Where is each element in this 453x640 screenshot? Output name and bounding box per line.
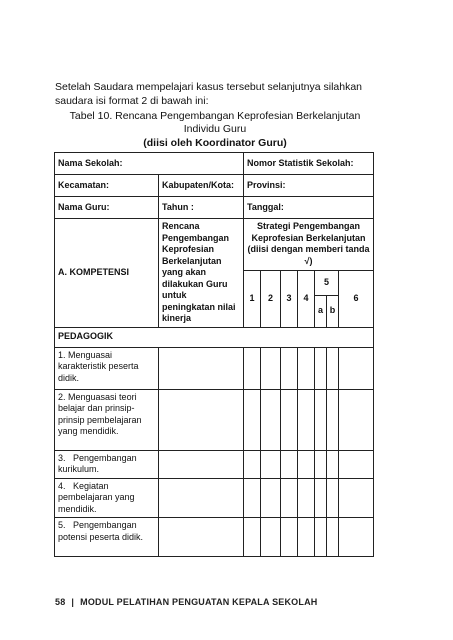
field-kabupaten[interactable]: Kabupaten/Kota: xyxy=(159,175,244,197)
item-label: 3. Pengembangan kurikulum. xyxy=(55,450,159,478)
field-nama-guru[interactable]: Nama Guru: xyxy=(55,197,159,219)
checkbox-cell[interactable] xyxy=(244,450,261,478)
checkbox-cell[interactable] xyxy=(261,347,281,389)
field-nama-sekolah[interactable]: Nama Sekolah: xyxy=(55,153,244,175)
checkbox-cell[interactable] xyxy=(298,347,315,389)
item-label: 1. Menguasai karakteristik peserta didik. xyxy=(55,347,159,389)
header-kompetensi: A. KOMPETENSI xyxy=(55,219,159,328)
table-row xyxy=(55,389,374,450)
checkbox-cell[interactable] xyxy=(339,450,374,478)
checkbox-cell[interactable] xyxy=(281,347,298,389)
field-provinsi[interactable]: Provinsi: xyxy=(244,175,374,197)
checkbox-cell[interactable] xyxy=(327,389,339,450)
item-label: 4. Kegiatan pembelajaran yang mendidik. xyxy=(55,478,159,518)
cell-rencana[interactable] xyxy=(159,518,244,557)
section-pedagogik: PEDAGOGIK xyxy=(55,327,374,347)
checkbox-cell[interactable] xyxy=(261,518,281,557)
item-label: 2. Menguasasi teori belajar dan prinsip-prinsip pembelajaran yang mendidik. xyxy=(55,389,159,450)
checkbox-cell[interactable] xyxy=(315,347,327,389)
checkbox-cell[interactable] xyxy=(261,389,281,450)
rpkb-table xyxy=(54,152,374,557)
page-footer xyxy=(55,597,317,607)
header-col-4: 4 xyxy=(298,271,315,328)
table-caption: Tabel 10. Rencana Pengembangan Keprofesian Berkelanjutan Individu Guru xyxy=(69,110,361,135)
field-tahun[interactable]: Tahun : xyxy=(159,197,244,219)
footer-separator: | xyxy=(71,597,75,607)
cell-rencana[interactable] xyxy=(159,478,244,518)
checkbox-cell[interactable] xyxy=(327,347,339,389)
checkbox-cell[interactable] xyxy=(298,518,315,557)
checkbox-cell[interactable] xyxy=(298,389,315,450)
table-subcaption: (diisi oleh Koordinator Guru) xyxy=(143,137,287,149)
table-row xyxy=(55,478,374,518)
cell-rencana[interactable] xyxy=(159,347,244,389)
intro-paragraph: Setelah Saudara mempelajari kasus tersebut selanjutnya silahkan saudara isi format 2 di bawah ini: xyxy=(55,81,363,107)
header-col-1: 1 xyxy=(244,271,261,328)
checkbox-cell[interactable] xyxy=(327,478,339,518)
footer-title: MODUL PELATIHAN PENGUATAN KEPALA SEKOLAH xyxy=(80,597,318,607)
header-col-5a: a xyxy=(315,295,327,327)
checkbox-cell[interactable] xyxy=(315,478,327,518)
checkbox-cell[interactable] xyxy=(261,450,281,478)
checkbox-cell[interactable] xyxy=(281,518,298,557)
checkbox-cell[interactable] xyxy=(244,478,261,518)
header-col-6: 6 xyxy=(339,271,374,328)
checkbox-cell[interactable] xyxy=(339,347,374,389)
field-kecamatan[interactable]: Kecamatan: xyxy=(55,175,159,197)
header-col-5b: b xyxy=(327,295,339,327)
checkbox-cell[interactable] xyxy=(327,450,339,478)
checkbox-cell[interactable] xyxy=(261,478,281,518)
checkbox-cell[interactable] xyxy=(244,347,261,389)
cell-rencana[interactable] xyxy=(159,450,244,478)
checkbox-cell[interactable] xyxy=(339,389,374,450)
checkbox-cell[interactable] xyxy=(339,478,374,518)
checkbox-cell[interactable] xyxy=(339,518,374,557)
checkbox-cell[interactable] xyxy=(315,450,327,478)
item-label: 5. Pengembangan potensi peserta didik. xyxy=(55,518,159,557)
checkbox-cell[interactable] xyxy=(281,478,298,518)
checkbox-cell[interactable] xyxy=(298,450,315,478)
header-col-5: 5 xyxy=(315,271,339,296)
table-row xyxy=(55,518,374,557)
table-row xyxy=(55,450,374,478)
cell-rencana[interactable] xyxy=(159,389,244,450)
checkbox-cell[interactable] xyxy=(327,518,339,557)
checkbox-cell[interactable] xyxy=(244,518,261,557)
header-rencana: Rencana Pengembangan Keprofesian Berkelanjutan yang akan dilakukan Guru untuk peningkatan nilai kinerja xyxy=(159,219,244,328)
checkbox-cell[interactable] xyxy=(315,389,327,450)
checkbox-cell[interactable] xyxy=(281,389,298,450)
checkbox-cell[interactable] xyxy=(315,518,327,557)
checkbox-cell[interactable] xyxy=(281,450,298,478)
page-number: 58 xyxy=(55,597,66,607)
field-nomor-statistik[interactable]: Nomor Statistik Sekolah: xyxy=(244,153,374,175)
field-tanggal[interactable]: Tanggal: xyxy=(244,197,374,219)
table-row xyxy=(55,347,374,389)
header-strategi: Strategi Pengembangan Keprofesian Berkelanjutan (diisi dengan memberi tanda √) xyxy=(244,219,374,271)
header-col-3: 3 xyxy=(281,271,298,328)
header-col-2: 2 xyxy=(261,271,281,328)
checkbox-cell[interactable] xyxy=(244,389,261,450)
checkbox-cell[interactable] xyxy=(298,478,315,518)
